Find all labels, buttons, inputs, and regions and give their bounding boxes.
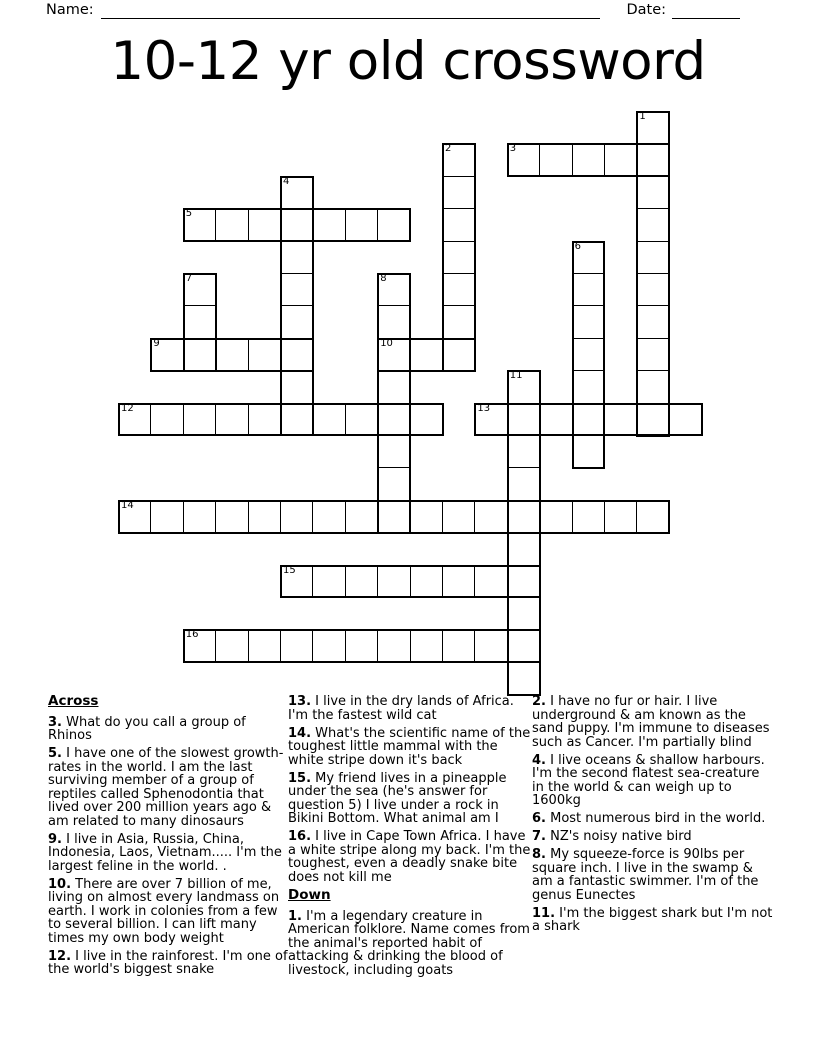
grid-cell-c12-r14[interactable]: [507, 565, 541, 599]
grid-cell-c8-r8[interactable]: [377, 370, 411, 404]
grid-cell-c8-r14[interactable]: [377, 565, 411, 599]
grid-cell-c12-r8[interactable]: [507, 370, 541, 404]
cell-number: 7: [185, 273, 193, 284]
grid-cell-c9-r7[interactable]: [410, 338, 444, 372]
grid-cell-c17-r9[interactable]: [669, 403, 703, 437]
grid-cell-c2-r9[interactable]: [183, 403, 217, 437]
grid-cell-c4-r16[interactable]: [248, 629, 282, 663]
clue-across-12: 12. I live in the rainforest. I'm one of the world's biggest snake: [48, 948, 288, 977]
grid-cell-c1-r12[interactable]: [150, 500, 184, 534]
clue-number: 3.: [48, 714, 62, 730]
grid-cell-c4-r3[interactable]: [248, 208, 282, 242]
grid-cell-c8-r7[interactable]: [377, 338, 411, 372]
clue-down-1: 1. I'm a legendary creature in American folklore. Name comes from the animal's reported habit of attacking & drinking the blood of livestock, including goats: [288, 908, 530, 978]
clue-number: 7.: [532, 829, 546, 844]
cell-number: 9: [153, 337, 160, 349]
grid-cell-c14-r4[interactable]: [572, 241, 606, 275]
grid-cell-c5-r9[interactable]: [280, 403, 314, 437]
grid-cell-c2-r7[interactable]: [183, 338, 217, 372]
grid-cell-c15-r1[interactable]: [604, 143, 638, 177]
grid-cell-c10-r5[interactable]: [442, 273, 476, 307]
grid-cell-c11-r12[interactable]: [474, 500, 508, 534]
date-input-line[interactable]: [672, 3, 740, 19]
grid-cell-c16-r0[interactable]: [636, 111, 670, 145]
date-label: Date:: [626, 2, 666, 18]
grid-cell-c16-r5[interactable]: [636, 273, 670, 307]
grid-cell-c1-r7[interactable]: [150, 338, 184, 372]
cell-number: 5: [185, 208, 193, 220]
grid-cell-c16-r7[interactable]: [636, 338, 670, 372]
grid-cell-c5-r7[interactable]: [280, 338, 314, 372]
clue-across-13: 13. I live in the dry lands of Africa. I'm the fastest wild cat: [288, 694, 514, 723]
clue-number: 16.: [288, 829, 312, 844]
grid-cell-c7-r9[interactable]: [345, 403, 379, 437]
grid-cell-c11-r9[interactable]: [474, 403, 508, 437]
cell-number: 16: [185, 629, 199, 641]
grid-cell-c12-r1[interactable]: [507, 143, 541, 177]
grid-cell-c10-r4[interactable]: [442, 241, 476, 275]
cell-number: 8: [380, 273, 387, 284]
grid-cell-c14-r12[interactable]: [572, 500, 606, 534]
clue-across-15: 15. My friend lives in a pineapple under the sea (he's answer for question 5) I live under a rock in Bikini Bottom. What animal am I: [288, 770, 507, 826]
grid-cell-c2-r12[interactable]: [183, 500, 217, 534]
grid-cell-c8-r5[interactable]: [377, 273, 411, 307]
grid-cell-c8-r10[interactable]: [377, 435, 411, 469]
clue-across-3: 3. What do you call a group of Rhinos: [48, 714, 246, 743]
grid-cell-c0-r9[interactable]: [118, 403, 152, 437]
clue-down-4: 4. I live oceans & shallow harbours. I'm the second flatest sea-creature in the world & can weigh up to 1600kg: [532, 752, 765, 808]
grid-cell-c9-r14[interactable]: [410, 565, 444, 599]
down-header: Down: [288, 887, 331, 903]
grid-cell-c10-r6[interactable]: [442, 305, 476, 339]
grid-cell-c7-r16[interactable]: [345, 629, 379, 663]
grid-cell-c10-r7[interactable]: [442, 338, 476, 372]
grid-cell-c2-r3[interactable]: [183, 208, 217, 242]
grid-cell-c12-r17[interactable]: [507, 662, 541, 696]
grid-cell-c5-r6[interactable]: [280, 305, 314, 339]
grid-cell-c6-r3[interactable]: [312, 208, 346, 242]
grid-cell-c10-r16[interactable]: [442, 629, 476, 663]
grid-cell-c11-r14[interactable]: [474, 565, 508, 599]
clue-across-16: 16. I live in Cape Town Africa. I have a white stripe along my back. I'm the toughest, even a deadly snake bite does not kill me: [288, 829, 531, 885]
grid-cell-c3-r12[interactable]: [215, 500, 249, 534]
grid-cell-c10-r1[interactable]: [442, 143, 476, 177]
grid-cell-c13-r1[interactable]: [539, 143, 573, 177]
grid-cell-c9-r12[interactable]: [410, 500, 444, 534]
grid-cell-c3-r7[interactable]: [215, 338, 249, 372]
clue-number: 11.: [532, 905, 556, 921]
clue-number: 12.: [48, 948, 72, 964]
cell-number: 11: [509, 370, 523, 382]
clue-number: 9.: [48, 831, 62, 847]
grid-cell-c5-r4[interactable]: [280, 241, 314, 275]
grid-cell-c9-r9[interactable]: [410, 403, 444, 437]
grid-cell-c5-r2[interactable]: [280, 176, 314, 210]
clue-number: 5.: [48, 746, 62, 761]
cell-number: 14: [121, 499, 134, 511]
grid-cell-c6-r16[interactable]: [312, 629, 346, 663]
grid-cell-c15-r12[interactable]: [604, 500, 638, 534]
grid-cell-c8-r3[interactable]: [377, 208, 411, 242]
grid-cell-c10-r12[interactable]: [442, 500, 476, 534]
clue-number: 4.: [532, 752, 546, 768]
grid-cell-c14-r1[interactable]: [572, 143, 606, 177]
grid-cell-c16-r9[interactable]: [636, 403, 670, 437]
cell-number: 6: [574, 240, 581, 252]
clue-down-2: 2. I have no fur or hair. I live underground & am known as the sand puppy. I'm immune to diseases such as Cancer. I'm partially blind: [532, 694, 770, 750]
grid-cell-c12-r11[interactable]: [507, 467, 541, 501]
clue-number: 2.: [532, 694, 546, 709]
grid-cell-c16-r4[interactable]: [636, 241, 670, 275]
grid-cell-c11-r16[interactable]: [474, 629, 508, 663]
page-title: 10-12 yr old crossword: [110, 31, 706, 92]
grid-cell-c16-r3[interactable]: [636, 208, 670, 242]
clue-down-8: 8. My squeeze-force is 90lbs per square inch. I live in the swamp & am a fantastic swimmer. I'm of the genus Eunectes: [532, 847, 759, 903]
grid-cell-c2-r6[interactable]: [183, 305, 217, 339]
grid-cell-c4-r7[interactable]: [248, 338, 282, 372]
cell-number: 2: [445, 143, 452, 155]
grid-cell-c10-r14[interactable]: [442, 565, 476, 599]
cell-number: 3: [509, 143, 517, 155]
grid-cell-c14-r7[interactable]: [572, 338, 606, 372]
name-date-bar: [46, 2, 740, 19]
grid-cell-c8-r9[interactable]: [377, 403, 411, 437]
across-header: Across: [48, 693, 99, 709]
grid-cell-c16-r8[interactable]: [636, 370, 670, 404]
grid-cell-c10-r3[interactable]: [442, 208, 476, 242]
grid-cell-c8-r16[interactable]: [377, 629, 411, 663]
grid-cell-c16-r12[interactable]: [636, 500, 670, 534]
clue-down-6: 6. Most numerous bird in the world.: [532, 811, 766, 826]
grid-cell-c12-r13[interactable]: [507, 532, 541, 566]
clue-number: 14.: [288, 725, 312, 741]
clue-number: 15.: [288, 770, 312, 786]
name-input-line[interactable]: [101, 3, 601, 19]
grid-cell-c7-r14[interactable]: [345, 565, 379, 599]
grid-cell-c13-r9[interactable]: [539, 403, 573, 437]
cell-number: 10: [380, 337, 393, 349]
clues-column-2: [288, 695, 531, 982]
grid-cell-c8-r12[interactable]: [377, 500, 411, 534]
clue-across-10: 10. There are over 7 billion of me, living on almost every landmass on earth. I work in colonies from a few to several billion. I can lift many times my own body weight: [48, 876, 280, 946]
grid-cell-c14-r10[interactable]: [572, 435, 606, 469]
grid-cell-c14-r5[interactable]: [572, 273, 606, 307]
clue-across-5: 5. I have one of the slowest growth-rates in the world. I am the last surviving member of a group of reptiles called Sphenodontia that lived over 200 million years ago & am related to many dinosaurs: [48, 746, 284, 829]
grid-cell-c12-r15[interactable]: [507, 597, 541, 631]
grid-cell-c5-r8[interactable]: [280, 370, 314, 404]
cell-number: 15: [283, 564, 296, 576]
grid-cell-c6-r12[interactable]: [312, 500, 346, 534]
grid-cell-c12-r16[interactable]: [507, 629, 541, 663]
cell-number: 12: [121, 402, 134, 414]
clue-across-14: 14. What's the scientific name of the toughest little mammal with the white stripe down it's back: [288, 725, 531, 768]
grid-cell-c3-r16[interactable]: [215, 629, 249, 663]
grid-cell-c14-r6[interactable]: [572, 305, 606, 339]
cell-number: 13: [477, 402, 491, 414]
clue-down-11: 11. I'm the biggest shark but I'm not a shark: [532, 905, 773, 934]
cell-number: 1: [639, 111, 646, 122]
grid-cell-c8-r6[interactable]: [377, 305, 411, 339]
grid-cell-c0-r12[interactable]: [118, 500, 152, 534]
grid-cell-c12-r10[interactable]: [507, 435, 541, 469]
clue-number: 10.: [48, 876, 72, 892]
clue-across-9: 9. I live in Asia, Russia, China, Indonesia, Laos, Vietnam..... I'm the largest feline in the world. .: [48, 831, 282, 874]
grid-cell-c9-r16[interactable]: [410, 629, 444, 663]
grid-cell-c5-r16[interactable]: [280, 629, 314, 663]
grid-cell-c8-r11[interactable]: [377, 467, 411, 501]
clue-number: 8.: [532, 847, 546, 862]
grid-cell-c5-r5[interactable]: [280, 273, 314, 307]
grid-cell-c5-r12[interactable]: [280, 500, 314, 534]
clue-number: 1.: [288, 908, 302, 924]
grid-cell-c7-r3[interactable]: [345, 208, 379, 242]
grid-cell-c5-r14[interactable]: [280, 565, 314, 599]
clue-number: 6.: [532, 811, 546, 826]
grid-cell-c6-r14[interactable]: [312, 565, 346, 599]
clue-down-7: 7. NZ's noisy native bird: [532, 829, 692, 844]
clues-column-1: [48, 695, 291, 981]
cell-number: 4: [283, 175, 290, 187]
grid-cell-c1-r9[interactable]: [150, 403, 184, 437]
grid-cell-c16-r2[interactable]: [636, 176, 670, 210]
grid-cell-c15-r9[interactable]: [604, 403, 638, 437]
clue-number: 13.: [288, 694, 312, 709]
grid-cell-c16-r1[interactable]: [636, 143, 670, 177]
grid-cell-c12-r12[interactable]: [507, 500, 541, 534]
grid-cell-c3-r9[interactable]: [215, 403, 249, 437]
grid-cell-c5-r3[interactable]: [280, 208, 314, 242]
grid-cell-c4-r12[interactable]: [248, 500, 282, 534]
grid-cell-c7-r12[interactable]: [345, 500, 379, 534]
grid-cell-c3-r3[interactable]: [215, 208, 249, 242]
grid-cell-c10-r2[interactable]: [442, 176, 476, 210]
clues-column-3: [532, 695, 775, 938]
grid-cell-c6-r9[interactable]: [312, 403, 346, 437]
grid-cell-c2-r16[interactable]: [183, 629, 217, 663]
grid-cell-c13-r12[interactable]: [539, 500, 573, 534]
grid-cell-c14-r9[interactable]: [572, 403, 606, 437]
name-label: Name:: [46, 2, 94, 18]
grid-cell-c16-r6[interactable]: [636, 305, 670, 339]
grid-cell-c14-r8[interactable]: [572, 370, 606, 404]
grid-cell-c4-r9[interactable]: [248, 403, 282, 437]
grid-cell-c12-r9[interactable]: [507, 403, 541, 437]
grid-cell-c2-r5[interactable]: [183, 273, 217, 307]
